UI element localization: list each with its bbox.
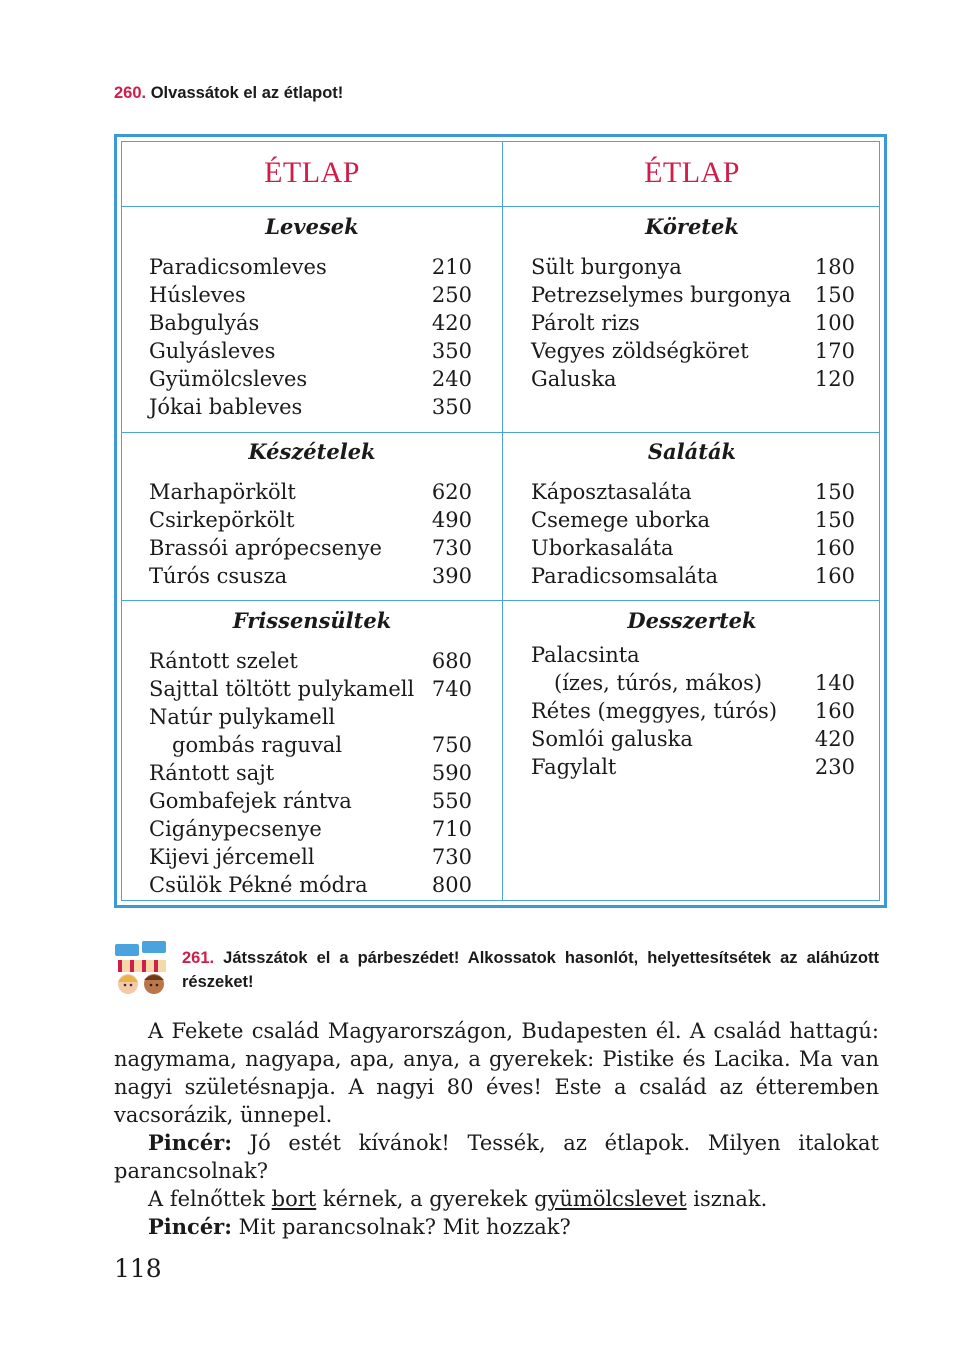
menu-item-price: 350 xyxy=(431,395,472,419)
menu-item-name: Galuska xyxy=(531,367,617,391)
menu-item-price: 120 xyxy=(814,367,855,391)
menu-item-price: 240 xyxy=(431,367,472,391)
menu-item-price: 250 xyxy=(431,283,472,307)
menu-item-name: (ízes, túrós, mákos) xyxy=(554,671,763,695)
menu-item-name: Csirkepörkölt xyxy=(149,508,295,532)
menu-item-name: Húsleves xyxy=(149,283,246,307)
menu-item-price: 350 xyxy=(431,339,472,363)
menu-item-name: Kijevi jércemell xyxy=(149,845,315,869)
menu-table xyxy=(121,141,880,901)
menu-item-name: Cigánypecsenye xyxy=(149,817,322,841)
speaker-label: Pincér: xyxy=(148,1130,232,1155)
menu-title: ÉTLAP xyxy=(644,156,740,189)
menu-item-name: Paradicsomleves xyxy=(149,255,327,279)
menu-item-name: Somlói galuska xyxy=(531,727,693,751)
menu-item-name: Gombafejek rántva xyxy=(149,789,352,813)
menu-item-price: 730 xyxy=(431,845,472,869)
exercise-number: 261. xyxy=(182,949,215,967)
menu-item-price: 100 xyxy=(814,311,855,335)
menu-item-price: 210 xyxy=(431,255,472,279)
menu-item-name: Csülök Pékné módra xyxy=(149,873,368,897)
dialogue-line xyxy=(114,1213,879,1241)
menu-item-name: Paradicsomsaláta xyxy=(531,564,719,588)
narration-text: A felnőttek xyxy=(148,1187,272,1211)
menu-item-name: Túrós csusza xyxy=(149,564,288,588)
exercise-text: Játsszátok el a párbeszédet! Alkossatok hasonlót, helyettesítsétek az aláhúzott részeket! xyxy=(182,949,879,991)
menu-item-price: 550 xyxy=(431,789,472,813)
narration-text: isznak. xyxy=(686,1187,768,1211)
menu-item-price: 620 xyxy=(431,480,472,504)
menu-item-name: Gyümölcsleves xyxy=(149,367,308,391)
exercise-261-heading xyxy=(182,946,879,994)
menu-item-name: Fagylalt xyxy=(531,755,617,779)
roleplay-icon xyxy=(112,938,172,998)
menu-item-price: 710 xyxy=(431,817,472,841)
menu-item-name: Petrezselymes burgonya xyxy=(531,283,792,307)
category-salatak: Saláták xyxy=(647,439,737,464)
menu-item-price: 730 xyxy=(431,536,472,560)
category-keszetelek: Készételek xyxy=(248,439,376,464)
story-paragraph: A Fekete család Magyarországon, Budapesten él. A család hattagú: nagymama, nagyapa, apa, anya, a gyerekek: Pistike és Lacika. Ma van nagyi születésnapja. A nagyi 80 éves! Este a család az étteremben vacsorázik, ünnepel. xyxy=(114,1019,879,1127)
menu-item-name: Palacsinta xyxy=(531,643,640,667)
menu-item-name: Uborkasaláta xyxy=(531,536,674,560)
menu-item-price: 160 xyxy=(814,536,855,560)
menu-item-name: Babgulyás xyxy=(149,311,260,335)
menu-item-name: Káposztasaláta xyxy=(531,480,692,504)
menu-item-name: Sajttal töltött pulykamell xyxy=(149,677,415,701)
menu-frame xyxy=(114,134,887,908)
menu-left-column xyxy=(122,142,502,902)
menu-item-price: 180 xyxy=(814,255,855,279)
narration-text: kérnek, a gyerekek xyxy=(316,1187,535,1211)
speaker-label: Pincér: xyxy=(148,1214,232,1239)
menu-item-price: 170 xyxy=(814,339,855,363)
exercise-260-heading xyxy=(114,84,343,103)
menu-item-price: 150 xyxy=(814,508,855,532)
exercise-text: Olvassátok el az étlapot! xyxy=(150,84,344,102)
menu-item-price: 150 xyxy=(814,283,855,307)
menu-item-price: 680 xyxy=(431,649,472,673)
menu-item-name: Gulyásleves xyxy=(149,339,276,363)
dialogue-line xyxy=(114,1129,879,1185)
category-koretek: Köretek xyxy=(645,214,739,239)
menu-item-price: 160 xyxy=(814,564,855,588)
underlined-drink: bort xyxy=(271,1187,317,1211)
menu-item-name: gombás raguval xyxy=(172,733,343,757)
menu-item-name: Natúr pulykamell xyxy=(149,705,336,729)
underlined-drink: gyümölcslevet xyxy=(534,1187,687,1211)
menu-item-price: 160 xyxy=(814,699,855,723)
menu-item-name: Vegyes zöldségköret xyxy=(531,339,749,363)
menu-item-price: 740 xyxy=(431,677,472,701)
category-levesek: Levesek xyxy=(265,214,359,239)
menu-right-column xyxy=(503,142,881,902)
menu-item-name: Párolt rizs xyxy=(531,311,640,335)
menu-item-name: Jókai bableves xyxy=(149,395,303,419)
menu-item-price: 420 xyxy=(814,727,855,751)
menu-item-price: 140 xyxy=(814,671,855,695)
menu-item-name: Brassói aprópecsenye xyxy=(149,536,382,560)
menu-item-price: 590 xyxy=(431,761,472,785)
menu-item-name: Rétes (meggyes, túrós) xyxy=(531,699,778,723)
menu-item-price: 150 xyxy=(814,480,855,504)
menu-item-price: 420 xyxy=(431,311,472,335)
exercise-number: 260. xyxy=(114,84,147,102)
dialogue-text: Mit parancsolnak? Mit hozzak? xyxy=(232,1215,571,1239)
menu-item-price: 490 xyxy=(431,508,472,532)
category-desszertek: Desszertek xyxy=(627,608,757,633)
page-number: 118 xyxy=(114,1254,162,1283)
menu-title: ÉTLAP xyxy=(264,156,360,189)
category-frissensultek: Frissensültek xyxy=(232,608,392,633)
narration-line xyxy=(114,1185,879,1213)
menu-item-price: 800 xyxy=(431,873,472,897)
menu-item-price: 390 xyxy=(431,564,472,588)
dialogue-text: Jó estét kívánok! Tessék, az étlapok. Milyen italokat parancsolnak? xyxy=(114,1131,879,1183)
menu-item-name: Sült burgonya xyxy=(531,255,682,279)
menu-item-name: Marhapörkölt xyxy=(149,480,296,504)
menu-item-name: Rántott szelet xyxy=(149,649,298,673)
menu-item-price: 230 xyxy=(814,755,855,779)
menu-item-name: Rántott sajt xyxy=(149,761,275,785)
menu-item-name: Csemege uborka xyxy=(531,508,711,532)
menu-item-price: 750 xyxy=(431,733,472,757)
